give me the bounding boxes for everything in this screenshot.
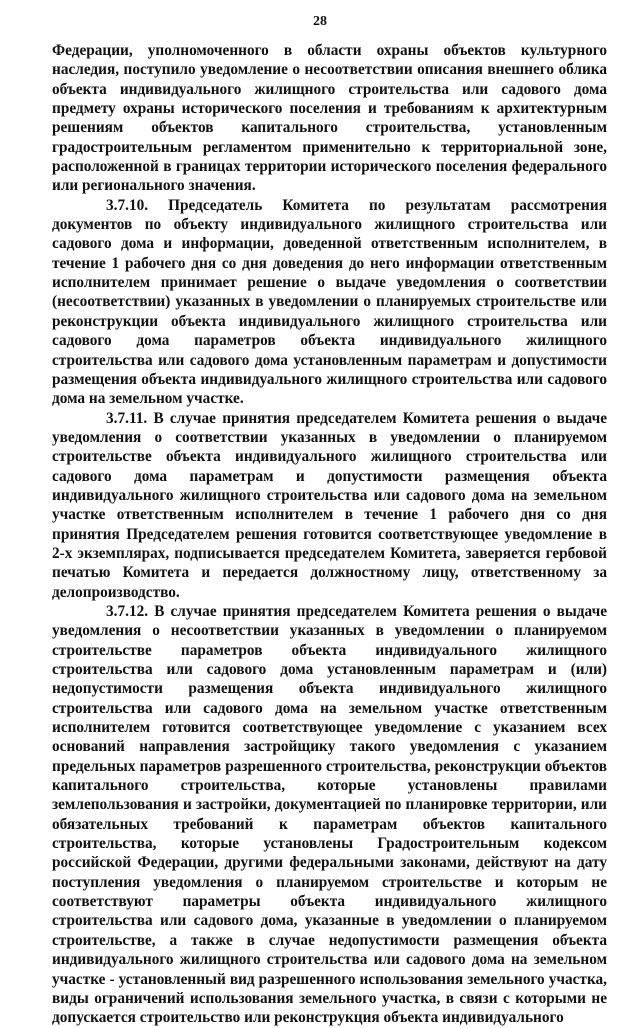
page-number: 28: [313, 14, 327, 29]
paragraph-3-7-11: 3.7.11. В случае принятия председателем Комитета решения о выдаче уведомления о соответствии указанных в уведомлении о планируемом строительстве объекта индивидуального жилищного строительства или садового дома параметрам и допустимости размещения объекта индивидуального жилищного строительства или садового дома на земельном участке ответственным исполнителем в течение 1 рабочего дня со дня принятия Председателем решения готовится соответствующее уведомление в 2-х экземплярах, подписывается председателем Комитета, заверяется гербовой печатью Комитета и передается должностному лицу, ответственному за делопроизводство.: [52, 409, 607, 601]
paragraph-3-7-10: 3.7.10. Председатель Комитета по результатам рассмотрения документов по объекту индивидуального жилищного строительства или садового дома и информации, доведенной ответственным исполнителем, в течение 1 рабочего дня со дня доведения до него информации ответственным исполнителем принимает решение о выдаче уведомления о соответствии (несоответствии) указанных в уведомлении о планируемых строительстве или реконструкции объекта индивидуального жилищного строительства или садового дома параметров объекта индивидуального жилищного строительства или садового дома установленным параметрам и допустимости размещения объекта индивидуального жилищного строительства или садового дома на земельном участке.: [52, 196, 607, 408]
paragraph-3-7-12: 3.7.12. В случае принятия председателем Комитета решения о выдаче уведомления о несоответствии указанных в уведомлении о планируемом строительстве параметров объекта индивидуального жилищного строительства или садового дома установленным параметрам и (или) недопустимости размещения объекта индивидуального жилищного строительства или садового дома на земельном участке ответственным исполнителем готовится соответствующее уведомление с указанием всех оснований направления застройщику такого уведомления с указанием предельных параметров разрешенного строительства, реконструкции объектов капитального строительства, которые установлены правилами землепользования и застройки, документацией по планировке территории, или обязательных требований к параметрам объектов капитального строительства, которые установлены Градостроительным кодексом российской Федерации, другими федеральными законами, действуют на дату поступления уведомления о планируемом строительстве и которым не соответствуют параметры объекта индивидуального жилищного строительства или садового дома, указанные в уведомлении о планируемом строительстве, а также в случае недопустимости размещения объекта индивидуального жилищного строительства или садового дома на земельном участке - установленный вид разрешенного использования земельного участка, виды ограничений использования земельного участка, в связи с которыми не допускается строительство или реконструкция объекта индивидуального: [52, 602, 607, 1027]
document-body: [52, 41, 607, 1028]
paragraph-continuation: Федерации, уполномоченного в области охраны объектов культурного наследия, поступило уведомление о несоответствии описания внешнего облика объекта индивидуального жилищного строительства или садового дома предмету охраны исторического поселения и требованиям к архитектурным решениям объектов капитального строительства, установленным градостроительным регламентом применительно к территориальной зоне, расположенной в границах территории исторического поселения федерального или регионального значения.: [52, 42, 607, 195]
